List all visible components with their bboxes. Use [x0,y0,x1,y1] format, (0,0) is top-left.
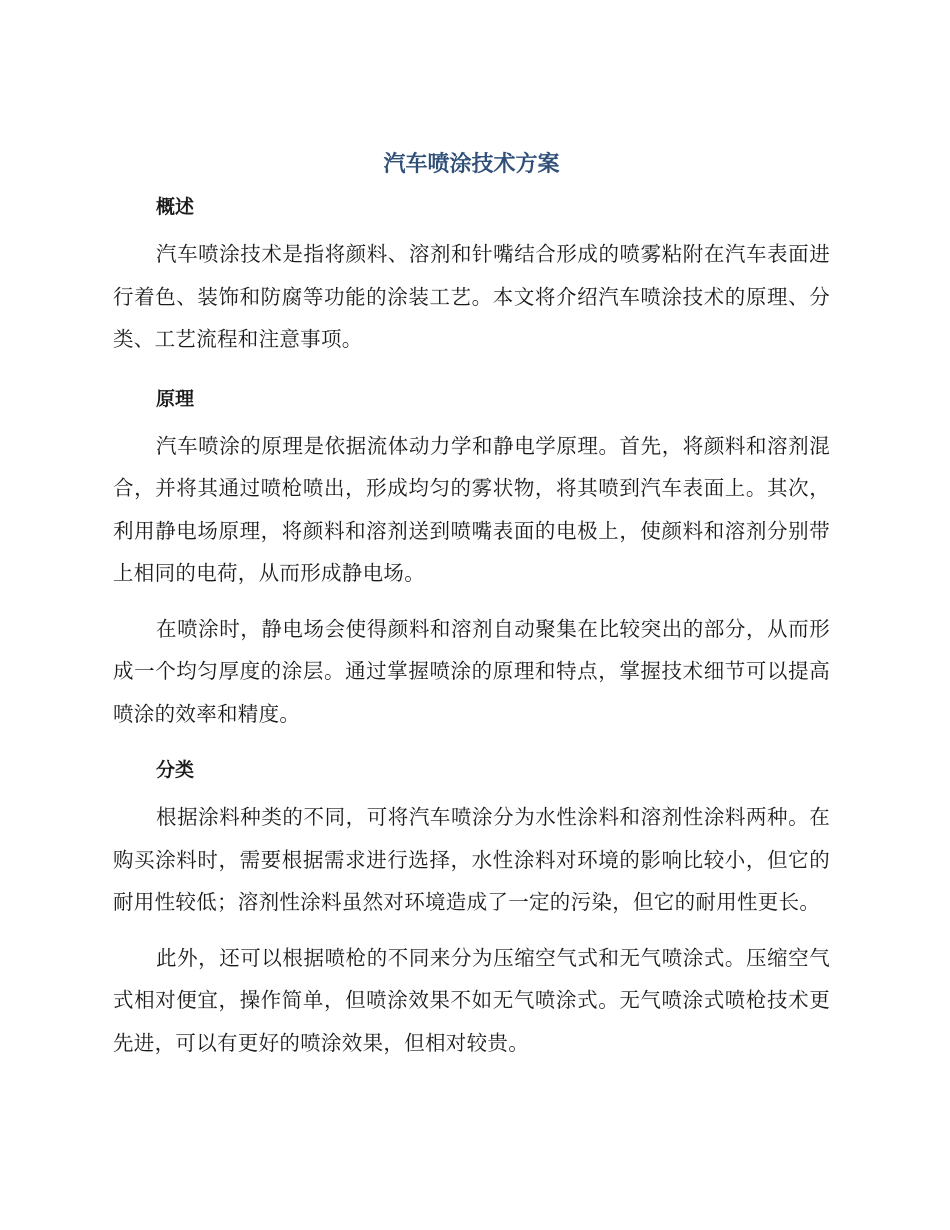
paragraph-category-1: 根据涂料种类的不同，可将汽车喷涂分为水性涂料和溶剂性涂料两种。在购买涂料时，需要根据需求进行选择，水性涂料对环境的影响比较小，但它的耐用性较低；溶剂性涂料虽然对环境造成了一定的污染，但它的耐用性更长。 [113,805,830,914]
paragraph-principle-2: 在喷涂时，静电场会使得颜料和溶剂自动聚集在比较突出的部分，从而形成一个均匀厚度的涂层。通过掌握喷涂的原理和特点，掌握技术细节可以提高喷涂的效率和精度。 [113,616,830,726]
paragraph-category-2: 此外，还可以根据喷枪的不同来分为压缩空气式和无气喷涂式。压缩空气式相对便宜，操作简单，但喷涂效果不如无气喷涂式。无气喷涂式喷枪技术更先进，可以有更好的喷涂效果，但相对较贵。 [113,945,830,1055]
section-heading-principle: 原理 [156,387,195,410]
section-heading-category: 分类 [156,759,195,781]
document-title: 汽车喷涂技术方案 [383,152,560,177]
paragraph-principle-1: 汽车喷涂的原理是依据流体动力学和静电学原理。首先，将颜料和溶剂混合，并将其通过喷枪喷出，形成均匀的雾状物，将其喷到汽车表面上。其次，利用静电场原理，将颜料和溶剂送到喷嘴表面的电极上，使颜料和溶剂分别带上相同的电荷，从而形成静电场。 [113,433,830,585]
section-heading-overview: 概述 [156,196,195,218]
paragraph-overview: 汽车喷涂技术是指将颜料、溶剂和针嘴结合形成的喷雾粘附在汽车表面进行着色、装饰和防腐等功能的涂装工艺。本文将介绍汽车喷涂技术的原理、分类、工艺流程和注意事项。 [113,242,830,351]
document-page [113,140,830,1064]
